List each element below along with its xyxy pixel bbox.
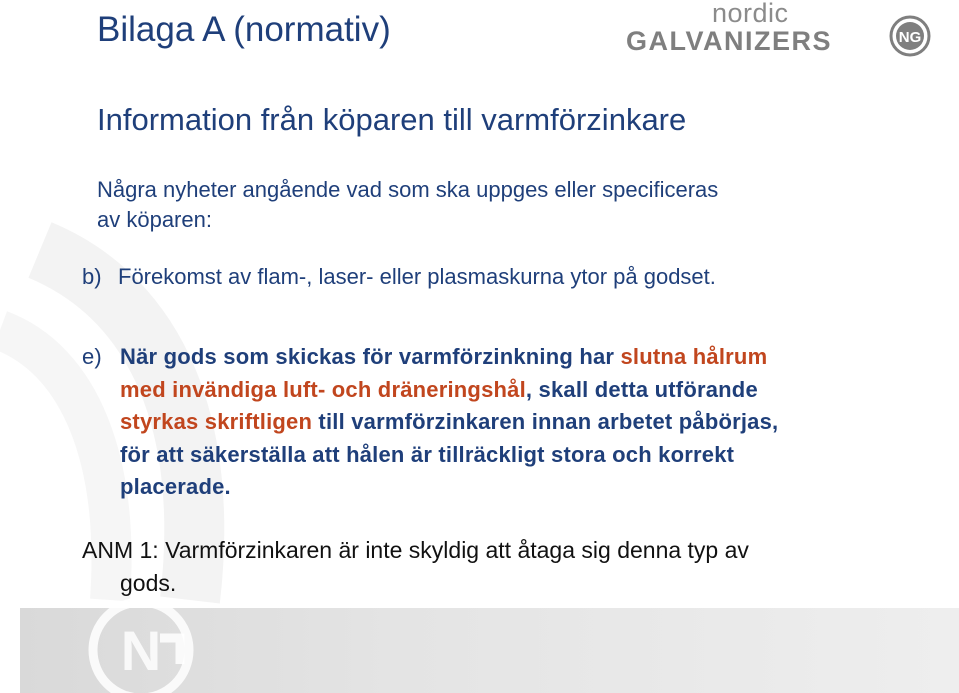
- list-item-e: [82, 341, 932, 504]
- list-marker: b): [82, 264, 102, 289]
- note-line: gods.: [120, 570, 177, 596]
- list-item-text: Förekomst av flam-, laser- eller plasmaskurna ytor på godset.: [118, 264, 716, 289]
- intro-line: Några nyheter angående vad som ska uppges eller specificeras: [97, 177, 719, 202]
- highlight-closed-cavities: slutna hålrum: [620, 344, 768, 369]
- logo-text-nordic: nordic: [712, 0, 789, 28]
- highlight-written-confirmation: styrkas skriftligen: [120, 409, 313, 434]
- item-e-line-2: [82, 374, 932, 407]
- item-e-text: till varmförzinkaren innan arbetet påbörjas,: [312, 409, 779, 434]
- list-item-b: [82, 262, 942, 292]
- ng-logo-icon: [889, 15, 931, 57]
- item-e-line-3: [82, 406, 932, 439]
- footer-ng-icon: [78, 598, 204, 693]
- intro-text: [97, 175, 927, 235]
- note-anm-1: [82, 534, 942, 600]
- section-subtitle: Information från köparen till varmförzinkare: [97, 102, 687, 137]
- item-e-line-1: [82, 341, 932, 374]
- logo-text-galvanizers: GALVANIZERS: [626, 26, 833, 56]
- highlight-vent-holes: med invändiga luft- och dräneringshål: [120, 376, 526, 402]
- note-line: ANM 1: Varmförzinkaren är inte skyldig att åtaga sig denna typ av: [82, 537, 749, 563]
- page-title: Bilaga A (normativ): [97, 10, 391, 49]
- item-e-line-5: placerade.: [120, 474, 231, 499]
- item-e-line-4: för att säkerställa att hålen är tillräckligt stora och korrekt: [120, 441, 735, 467]
- item-e-text: , skall detta utförande: [525, 376, 758, 402]
- svg-text:N: N: [120, 619, 162, 682]
- intro-line: av köparen:: [97, 207, 212, 232]
- item-e-text: När gods som skickas för varmförzinkning har: [120, 344, 621, 369]
- nordic-galvanizers-logo: [624, 0, 934, 62]
- list-marker: e): [82, 344, 102, 369]
- svg-text:NG: NG: [898, 29, 922, 46]
